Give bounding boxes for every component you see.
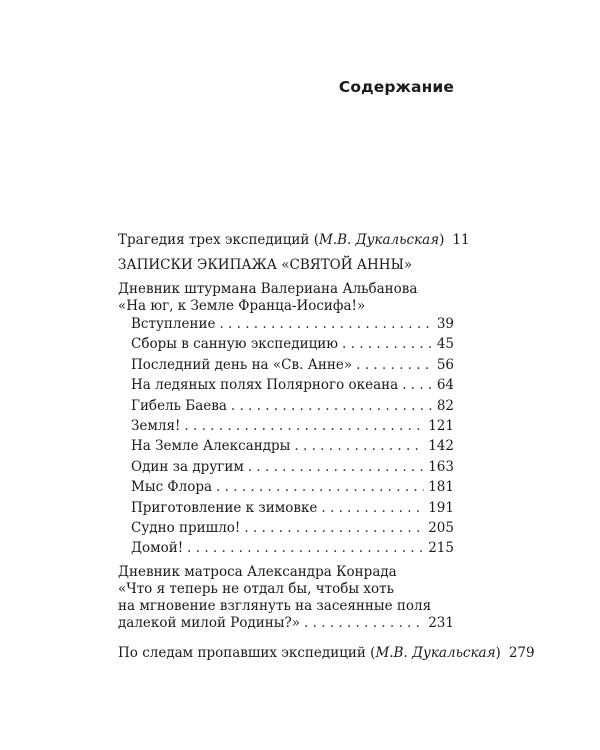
toc-page-number: 215 — [428, 540, 454, 557]
author-name: М.В. Дукальская — [318, 232, 440, 248]
dot-leader — [402, 376, 433, 394]
toc-entry-chapter[interactable] — [131, 335, 454, 353]
diary-subtitle-konrad-3: далекой милой Родины?» — [118, 615, 301, 631]
toc-page-number: 205 — [428, 520, 454, 536]
dot-leader — [294, 437, 424, 455]
toc-entry-chapter[interactable] — [131, 478, 454, 496]
toc-entry-title: Вступление — [131, 316, 216, 332]
toc-entry-title: Один за другим — [131, 458, 244, 475]
toc-entry-chapter[interactable] — [131, 397, 454, 415]
toc-entry-chapter[interactable] — [131, 519, 454, 537]
toc-page-number: 45 — [436, 336, 454, 353]
page-title: Содержание — [338, 78, 454, 96]
toc-entry-chapter[interactable] — [131, 499, 454, 517]
diary-subtitle-konrad-1: «Что я теперь не отдал бы, чтобы хоть — [118, 581, 394, 597]
toc-entry-chapter[interactable] — [131, 437, 454, 455]
dot-leader — [244, 519, 424, 537]
toc-page-number: 231 — [428, 615, 454, 631]
toc-page-number: 56 — [436, 356, 454, 373]
dot-leader — [231, 397, 433, 415]
toc-entry-konrad[interactable] — [118, 614, 454, 632]
toc-page-number: 142 — [428, 438, 454, 455]
toc-page-number: 121 — [428, 418, 454, 434]
toc-entry-chapter[interactable] — [131, 539, 454, 557]
toc-entry-title: Трагедия трех экспедиций (М.В. Дукальская) — [118, 232, 445, 248]
toc-entry-title: Приготовление к зимовке — [131, 499, 318, 516]
dot-leader — [187, 539, 424, 557]
diary-title-konrad: Дневник матроса Александра Конрада — [118, 564, 397, 580]
toc-entry-title: На Земле Александры — [131, 438, 291, 455]
toc-entry-title: Сборы в санную экспедицию — [131, 336, 339, 353]
author-name: М.В. Дукальская — [375, 645, 496, 661]
toc-page-number: 279 — [508, 645, 535, 661]
toc-entry-traces[interactable] — [118, 644, 535, 662]
dot-leader — [356, 356, 433, 374]
dot-leader — [184, 417, 424, 435]
toc-page-number: 181 — [428, 479, 454, 496]
dot-leader — [342, 335, 433, 353]
diary-subtitle-albanov: «На юг, к Земле Франца-Иосифа!» — [118, 298, 366, 314]
toc-entry-title: Земля! — [131, 418, 181, 434]
section-heading: ЗАПИСКИ ЭКИПАЖА «СВЯТОЙ АННЫ» — [118, 257, 413, 273]
toc-page-number: 191 — [428, 499, 454, 516]
toc-page-number: 64 — [436, 377, 454, 394]
toc-entry-title: Домой! — [131, 540, 184, 557]
dot-leader — [248, 458, 424, 476]
diary-subtitle-konrad-2: на мгновение взглянуть на засеянные поля — [118, 598, 432, 614]
toc-page-number: 82 — [436, 397, 454, 414]
toc-entry-chapter[interactable] — [131, 417, 454, 435]
toc-entry-title: Судно пришло! — [131, 520, 241, 536]
diary-title-albanov: Дневник штурмана Валериана Альбанова — [118, 281, 418, 297]
toc-page-number: 39 — [436, 316, 454, 332]
dot-leader — [216, 478, 424, 496]
dot-leader — [219, 315, 432, 333]
toc-entry-chapter[interactable] — [131, 376, 454, 394]
toc-entry-chapter[interactable] — [131, 356, 454, 374]
toc-entry-tragedy[interactable] — [118, 231, 470, 249]
toc-entry-chapter[interactable] — [131, 458, 454, 476]
toc-page-number: 11 — [452, 232, 470, 248]
toc-entry-title: На ледяных полях Полярного океана — [131, 377, 399, 394]
dot-leader — [304, 614, 424, 632]
toc-entry-title: Последний день на «Св. Анне» — [131, 356, 353, 373]
toc-page-number: 163 — [428, 458, 454, 475]
dot-leader — [321, 499, 424, 517]
toc-entry-title: Мыс Флора — [131, 479, 213, 496]
toc-entry-chapter[interactable] — [131, 315, 454, 333]
toc-entry-title: По следам пропавших экспедиций (М.В. Дукальская) — [118, 645, 501, 661]
toc-entry-title: Гибель Баева — [131, 397, 227, 414]
